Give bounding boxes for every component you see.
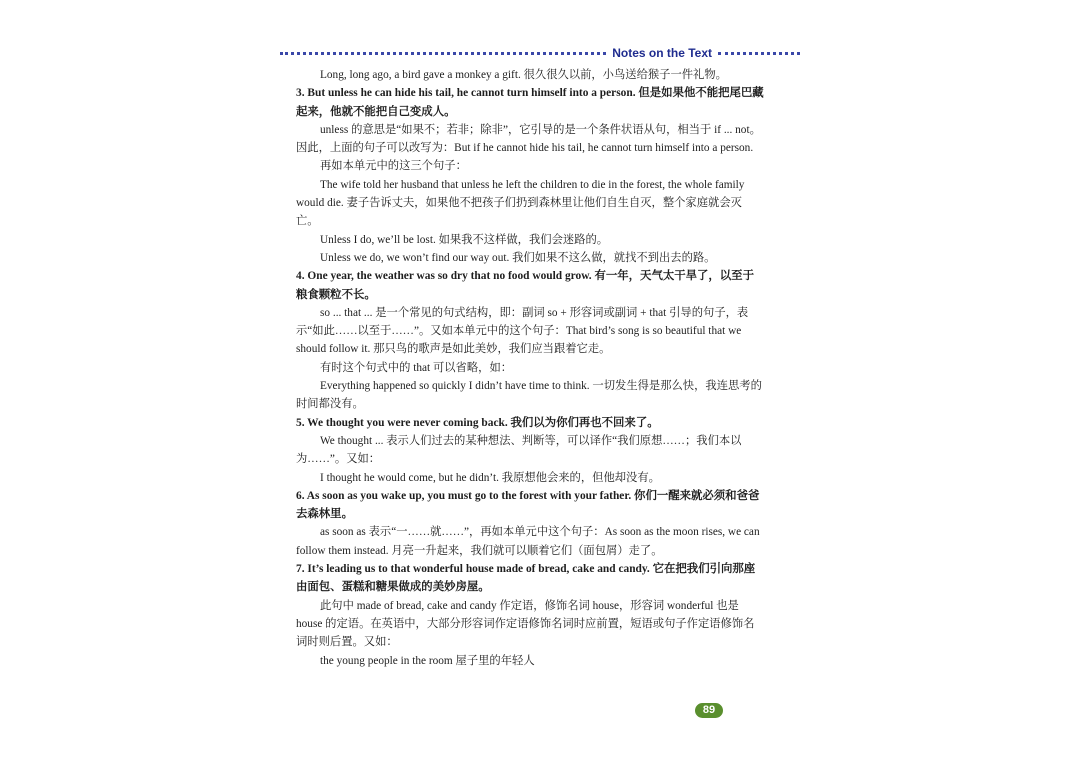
note-3-example-3: Unless we do, we won’t find our way out. 我们如果不这么做，就找不到出去的路。 (320, 251, 716, 264)
note-7-heading: 7. It’s leading us to that wonderful house made of bread, cake and candy. 它在把我们引向那座由面包、蛋糕和糖果做成的美妙房屋。 (296, 563, 756, 594)
note-4-heading: 4. One year, the weather was so dry that no food would grow. 有一年，天气太干旱了，以至于粮食颗粒不长。 (296, 270, 754, 301)
note-6-heading: 6. As soon as you wake up, you must go to the forest with your father. 你们一醒来就必须和爸爸去森林里。 (296, 489, 760, 521)
note-3-explanation: unless 的意思是“如果不；若非；除非”，它引导的是一个条件状语从句，相当于 if ... not。因此，上面的句子可以改写为：But if he cannot hide his tail, he cannot turn himself into a person. (296, 123, 761, 155)
header-dots-right (718, 52, 800, 55)
note-5-heading: 5. We thought you were never coming back. 我们以为你们再也不回来了。 (296, 416, 659, 429)
note-3-example-2: Unless I do, we’ll be lost. 如果我不这样做，我们会迷路的。 (320, 233, 609, 246)
note-3-heading: 3. But unless he can hide his tail, he cannot turn himself into a person. 但是如果他不能把尾巴藏起来，他就不能把自己变成人。 (296, 87, 764, 118)
note-3-example-1: The wife told her husband that unless he left the children to die in the forest, the whole family would die. 妻子告诉丈夫，如果他不把孩子们扔到森林里让他们自生自灭，整个家庭就会灭亡。 (296, 178, 745, 228)
header-dots-left (280, 52, 606, 55)
note-3-intro: 再如本单元中的这三个句子： (320, 160, 467, 173)
page-number-badge: 89 (695, 703, 723, 718)
notes-content (296, 66, 764, 670)
note-6-explanation: as soon as 表示“一……就……”，再如本单元中这个句子：As soon as the moon rises, we can follow them instead. 月亮一升起来，我们就可以顺着它们（面包屑）走了。 (296, 526, 760, 557)
note-4-example: Everything happened so quickly I didn’t have time to think. 一切发生得是那么快，我连思考的时间都没有。 (296, 380, 762, 411)
note-5-explanation: We thought ... 表示人们过去的某种想法、判断等，可以译作“我们原想……；我们本以为……”。又如： (296, 434, 742, 466)
note-4-explanation: so ... that ... 是一个常见的句式结构，即：副词 so + 形容词或副词 + that 引导的句子，表示“如此……以至于……”。又如本单元中的这个句子：That bird’s song is so beautiful that we should follow it. 那只鸟的歌声是如此美妙，我们应当跟着它走。 (296, 306, 749, 356)
note-7-explanation: 此句中 made of bread, cake and candy 作定语，修饰名词 house，形容词 wonderful 也是 house 的定语。在英语中，大部分形容词作定语修饰名词时应前置，短语或句子作定语修饰名词时则后置。又如： (296, 599, 755, 649)
note-4-intro: 有时这个句式中的 that 可以省略，如： (320, 361, 513, 374)
page-header (280, 45, 800, 61)
note-7-example: the young people in the room 屋子里的年轻人 (320, 654, 535, 667)
note-5-example: I thought he would come, but he didn’t. 我原想他会来的，但他却没有。 (320, 471, 660, 484)
example-sentence: Long, long ago, a bird gave a monkey a gift. 很久很久以前，小鸟送给猴子一件礼物。 (320, 69, 727, 81)
header-title: Notes on the Text (612, 46, 712, 60)
